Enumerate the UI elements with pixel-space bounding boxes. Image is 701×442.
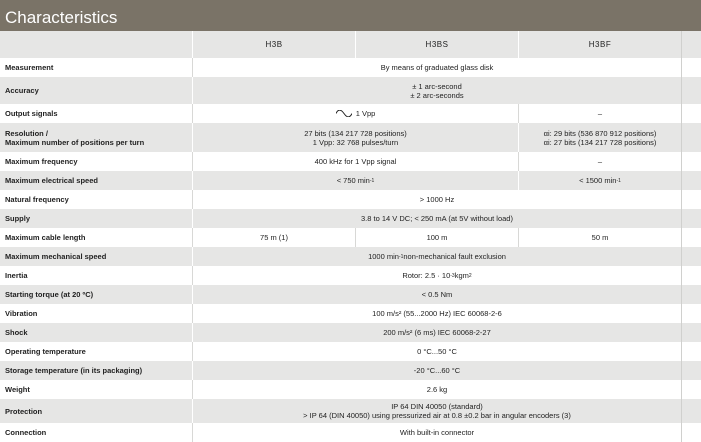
row-label-max-frequency: Maximum frequency	[5, 157, 78, 166]
value-resolution-h3bf: αi: 29 bits (536 870 912 positions) αi: 27 bits (134 217 728 positions)	[543, 128, 657, 147]
row-label-measurement: Measurement	[5, 63, 54, 72]
row-label-starting-torque: Starting torque (at 20 ºC)	[5, 290, 94, 299]
table-row	[0, 123, 701, 152]
value-cable-length-h3bs: 100 m	[426, 233, 448, 242]
row-label-supply: Supply	[5, 214, 31, 223]
table-row	[0, 58, 701, 77]
value-inertia: Rotor: 2.5 · 10 -3 kgm 2	[402, 271, 472, 280]
header-h3bf: H3BF	[588, 40, 612, 49]
row-label-vibration: Vibration	[5, 309, 38, 318]
protection-line-1: IP 64 DIN 40050 (standard)	[391, 402, 483, 411]
table-row	[0, 77, 701, 104]
value-cable-length-h3b: 75 m (1)	[260, 233, 288, 242]
value-connection: With built-in connector	[399, 428, 475, 437]
value-supply: 3.8 to 14 V DC; < 250 mA (at 5V without load)	[361, 214, 513, 223]
value-cable-length-h3bf: 50 m	[591, 233, 609, 242]
value-max-electrical-speed-h3bf: < 1500 min -1	[579, 176, 621, 185]
value-storage-temperature: -20 °C...60 °C	[413, 366, 461, 375]
value-natural-frequency: > 1000 Hz	[419, 195, 455, 204]
row-label-inertia: Inertia	[5, 271, 28, 280]
value-operating-temperature: 0 °C...50 °C	[417, 347, 457, 356]
table-row	[0, 323, 701, 342]
table-row	[0, 152, 701, 171]
characteristics-table	[0, 31, 701, 442]
row-label-max-mechanical-speed: Maximum mechanical speed	[5, 252, 107, 261]
value-weight: 2.6 kg	[426, 385, 448, 394]
value-max-frequency-h3bf: –	[597, 157, 603, 166]
value-starting-torque: < 0.5 Nm	[421, 290, 453, 299]
sine-wave-icon	[336, 110, 352, 117]
row-label-max-electrical-speed: Maximum electrical speed	[5, 176, 98, 185]
value-vibration: 100 m/s² (55...2000 Hz) IEC 60068-2-6	[372, 309, 502, 318]
row-label-natural-frequency: Natural frequency	[5, 195, 69, 204]
table-row	[0, 342, 701, 361]
value-resolution-h3b-h3bs: 27 bits (134 217 728 positions) 1 Vpp: 32 768 pulses/turn	[304, 128, 407, 147]
row-label-connection: Connection	[5, 428, 47, 437]
table-row	[0, 304, 701, 323]
value-max-electrical-speed-h3b-h3bs: < 750 min -1	[336, 176, 375, 185]
table-row	[0, 399, 701, 423]
header-h3bs: H3BS	[425, 40, 449, 49]
value-measurement: By means of graduated glass disk	[380, 63, 494, 72]
row-label-accuracy: Accuracy	[5, 86, 39, 95]
table-row	[0, 380, 701, 399]
table-header-row	[0, 31, 701, 58]
row-label-shock: Shock	[5, 328, 28, 337]
value-output-signals-h3bf: –	[597, 109, 603, 118]
row-label-protection: Protection	[5, 406, 43, 416]
table-row	[0, 266, 701, 285]
value-protection	[193, 399, 681, 423]
table-row	[0, 190, 701, 209]
table-row	[0, 209, 701, 228]
table-row	[0, 247, 701, 266]
table-row	[0, 104, 701, 123]
value-shock: 200 m/s² (6 ms) IEC 60068-2-27	[383, 328, 491, 337]
table-row	[0, 361, 701, 380]
title-bar	[0, 0, 701, 31]
row-label-resolution: Resolution / Maximum number of positions per turn	[5, 128, 145, 147]
accuracy-line-1: ± 1 arc-second	[412, 81, 462, 91]
row-label-weight: Weight	[5, 385, 30, 394]
row-label-output-signals: Output signals	[5, 109, 58, 118]
table-row	[0, 228, 701, 247]
table-row	[0, 285, 701, 304]
row-label-storage-temperature: Storage temperature (in its packaging)	[5, 366, 143, 375]
table-row	[0, 171, 701, 190]
accuracy-line-2: ± 2 arc-seconds	[410, 90, 464, 100]
value-output-signals-h3b-h3bs: 1 Vpp	[193, 104, 518, 123]
page-title: Characteristics	[5, 8, 118, 27]
row-label-operating-temperature: Operating temperature	[5, 347, 86, 356]
header-h3b: H3B	[265, 40, 283, 49]
value-accuracy	[193, 77, 681, 104]
row-label-max-cable-length: Maximum cable length	[5, 233, 86, 242]
value-max-mechanical-speed: 1000 min -1 non-mechanical fault exclusion	[368, 252, 506, 261]
protection-line-2: > IP 64 (DIN 40050) using pressurized air at 0.8 ±0.2 bar in angular encoders (3)	[303, 411, 571, 420]
value-max-frequency-h3b-h3bs: 400 kHz for 1 Vpp signal	[314, 157, 397, 166]
table-right-border	[681, 31, 682, 442]
table-row	[0, 423, 701, 442]
